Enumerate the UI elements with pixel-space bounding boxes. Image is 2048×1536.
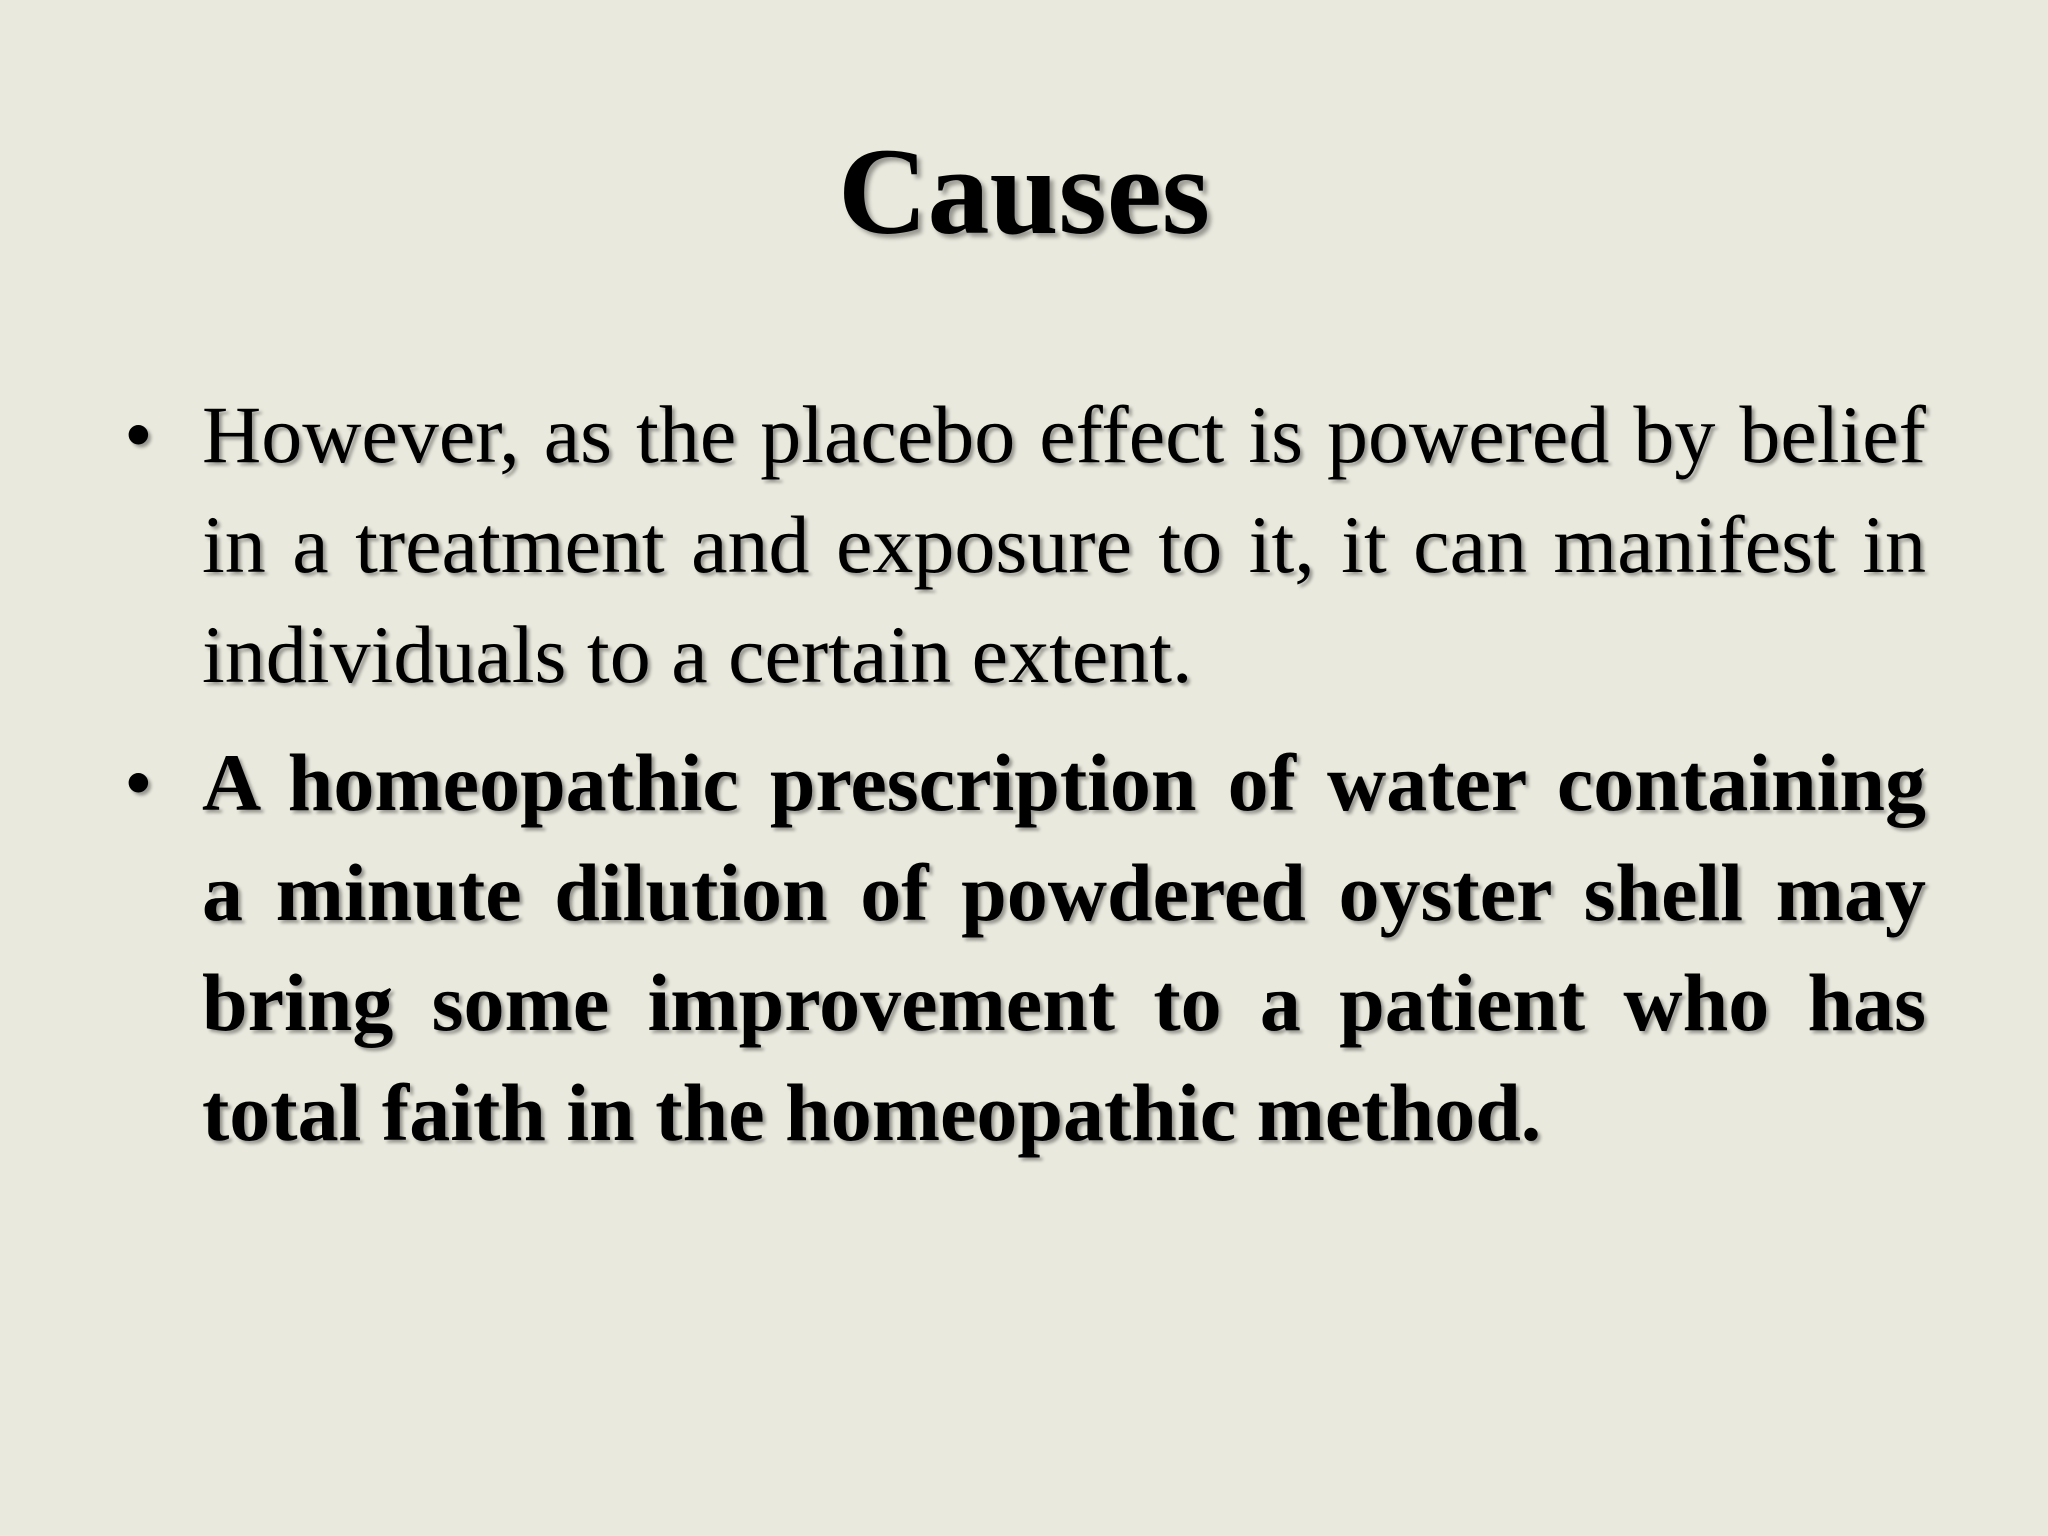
bullet-marker: • <box>124 737 153 828</box>
bullet-item-1 <box>118 380 1926 710</box>
slide-title: Causes <box>837 123 1211 260</box>
bullet-list <box>118 380 1926 1168</box>
bullet-item-2 <box>118 728 1926 1168</box>
bullet-text-2: A homeopathic prescription of water containing a minute dilution of powdered oyster shell may bring some improvement to a patient who has total faith in the homeopathic method. <box>202 737 1926 1158</box>
bullet-marker: • <box>124 389 153 480</box>
bullet-text-1: However, as the placebo effect is powered by belief in a treatment and exposure to it, it can manifest in individuals to a certain extent. <box>202 389 1926 700</box>
